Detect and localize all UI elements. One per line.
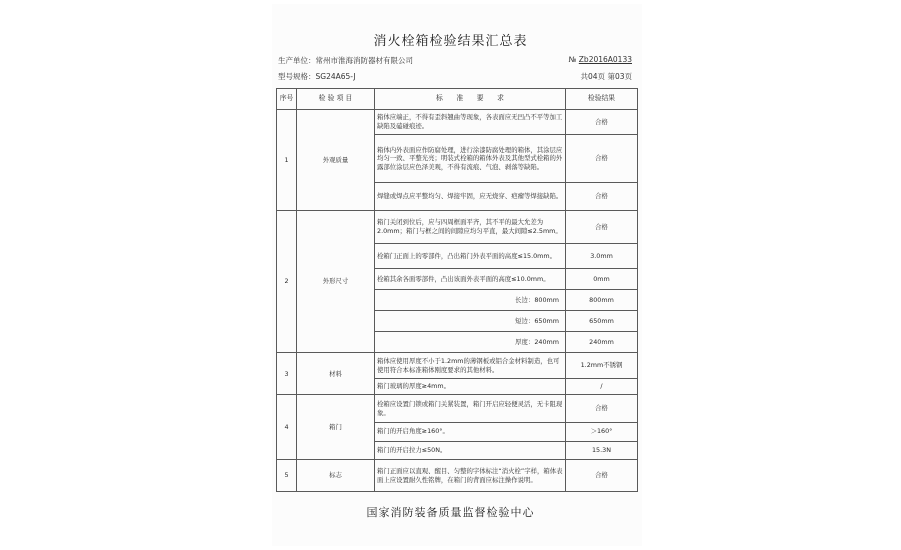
standard-cell: 箱体应使用厚度不小于1.2mm的薄钢板或铝合金材料制造，也可使用符合本标准箱体刚度要求的其他材料。 (375, 353, 566, 378)
result-cell: 合格 (566, 183, 638, 210)
table-row (277, 353, 638, 378)
standard-cell: 箱门的开启拉力≤50N。 (375, 441, 566, 460)
standard-cell: 箱门正面应以直观、醒目、匀整的字体标注“消火栓”字样，箱体表面上应设置耐久性铭牌，在箱门的背面应标注操作说明。 (375, 460, 566, 492)
result-cell: 合格 (566, 210, 638, 244)
item-cell: 箱门 (297, 395, 375, 460)
standard-cell: 短边：650mm (375, 311, 566, 332)
standard-cell: 箱门的开启角度≥160°。 (375, 422, 566, 441)
result-cell: 合格 (566, 109, 638, 134)
report-title: 消火栓箱检验结果汇总表 (373, 34, 528, 49)
standard-cell: 栓箱门正面上的零部件，凸出箱门外表平面的高度≤15.0mm。 (375, 244, 566, 269)
manufacturer-label: 生产单位： (278, 56, 316, 65)
report-number-label: № (568, 55, 579, 64)
standard-cell: 箱门关闭到位后，应与四周框面平齐，其不平的最大允差为2.0mm；箱门与框之间的间隙应均匀平直，最大间隙≤2.5mm。 (375, 210, 566, 244)
result-cell: / (566, 378, 638, 395)
standard-cell: 厚度：240mm (375, 332, 566, 353)
standard-cell: 焊缝或焊点应平整均匀、焊接牢固，应无烧穿、疤瘤等焊接缺陷。 (375, 183, 566, 210)
table-header-row (277, 89, 638, 110)
item-cell: 外观质量 (297, 109, 375, 210)
report-number (540, 55, 632, 64)
manufacturer (278, 55, 413, 66)
result-cell: 650mm (566, 311, 638, 332)
standard-cell: 箱体应端正，不得有歪斜翘曲等现象，各表面应无凹凸不平等加工缺陷及磕碰痕迹。 (375, 109, 566, 134)
seq-cell: 3 (277, 353, 297, 395)
model-value: SG24A65-J (315, 72, 356, 81)
table-row (277, 210, 638, 244)
standard-cell: 箱门玻璃的厚度≥4mm。 (375, 378, 566, 395)
page-count (540, 71, 632, 82)
standard-cell: 栓箱其余各面零部件，凸出该面外表平面的高度≤10.0mm。 (375, 269, 566, 290)
item-cell: 材料 (297, 353, 375, 395)
result-cell: 3.0mm (566, 244, 638, 269)
standard-cell: 箱体内外表面应作防腐处理，进行涂漆防腐处理的箱体，其涂层应均匀一致、平整光亮；明装式栓箱的箱体外表及其他型式栓箱的外露部位涂层应色泽美观，不得有流痕、气泡、剥落等缺陷。 (375, 135, 566, 183)
inspection-table (276, 88, 638, 492)
result-cell: 合格 (566, 460, 638, 492)
result-cell: 800mm (566, 290, 638, 311)
model-label: 型号规格： (278, 72, 316, 81)
item-cell: 外形尺寸 (297, 210, 375, 353)
standard-cell: 栓箱应设置门锁或箱门关紧装置，箱门开启应轻便灵活，无卡阻现象。 (375, 395, 566, 422)
seq-cell: 5 (277, 460, 297, 492)
result-cell: 240mm (566, 332, 638, 353)
report-number-value: Zb2016A0133 (578, 55, 632, 64)
issuing-authority: 国家消防装备质量监督检验中心 (366, 506, 535, 519)
manufacturer-value: 常州市淮海消防器材有限公司 (315, 56, 413, 65)
table-row (277, 395, 638, 422)
item-cell: 标志 (297, 460, 375, 492)
seq-cell: 2 (277, 210, 297, 353)
page-count-value: 共04页 第03页 (580, 72, 632, 81)
table-row (277, 109, 638, 134)
header-standard: 标 准 要 求 (375, 89, 566, 110)
seq-cell: 1 (277, 109, 297, 210)
result-cell: 合格 (566, 395, 638, 422)
result-cell: 0mm (566, 269, 638, 290)
model (278, 71, 356, 82)
standard-cell: 长边：800mm (375, 290, 566, 311)
header-seq: 序号 (277, 89, 297, 110)
result-cell: 1.2mm不锈钢 (566, 353, 638, 378)
header-result: 检验结果 (566, 89, 638, 110)
seq-cell: 4 (277, 395, 297, 460)
result-cell: 合格 (566, 135, 638, 183)
header-item: 检 验 项 目 (297, 89, 375, 110)
result-cell: 15.3N (566, 441, 638, 460)
table-row (277, 460, 638, 492)
result-cell: ＞160° (566, 422, 638, 441)
